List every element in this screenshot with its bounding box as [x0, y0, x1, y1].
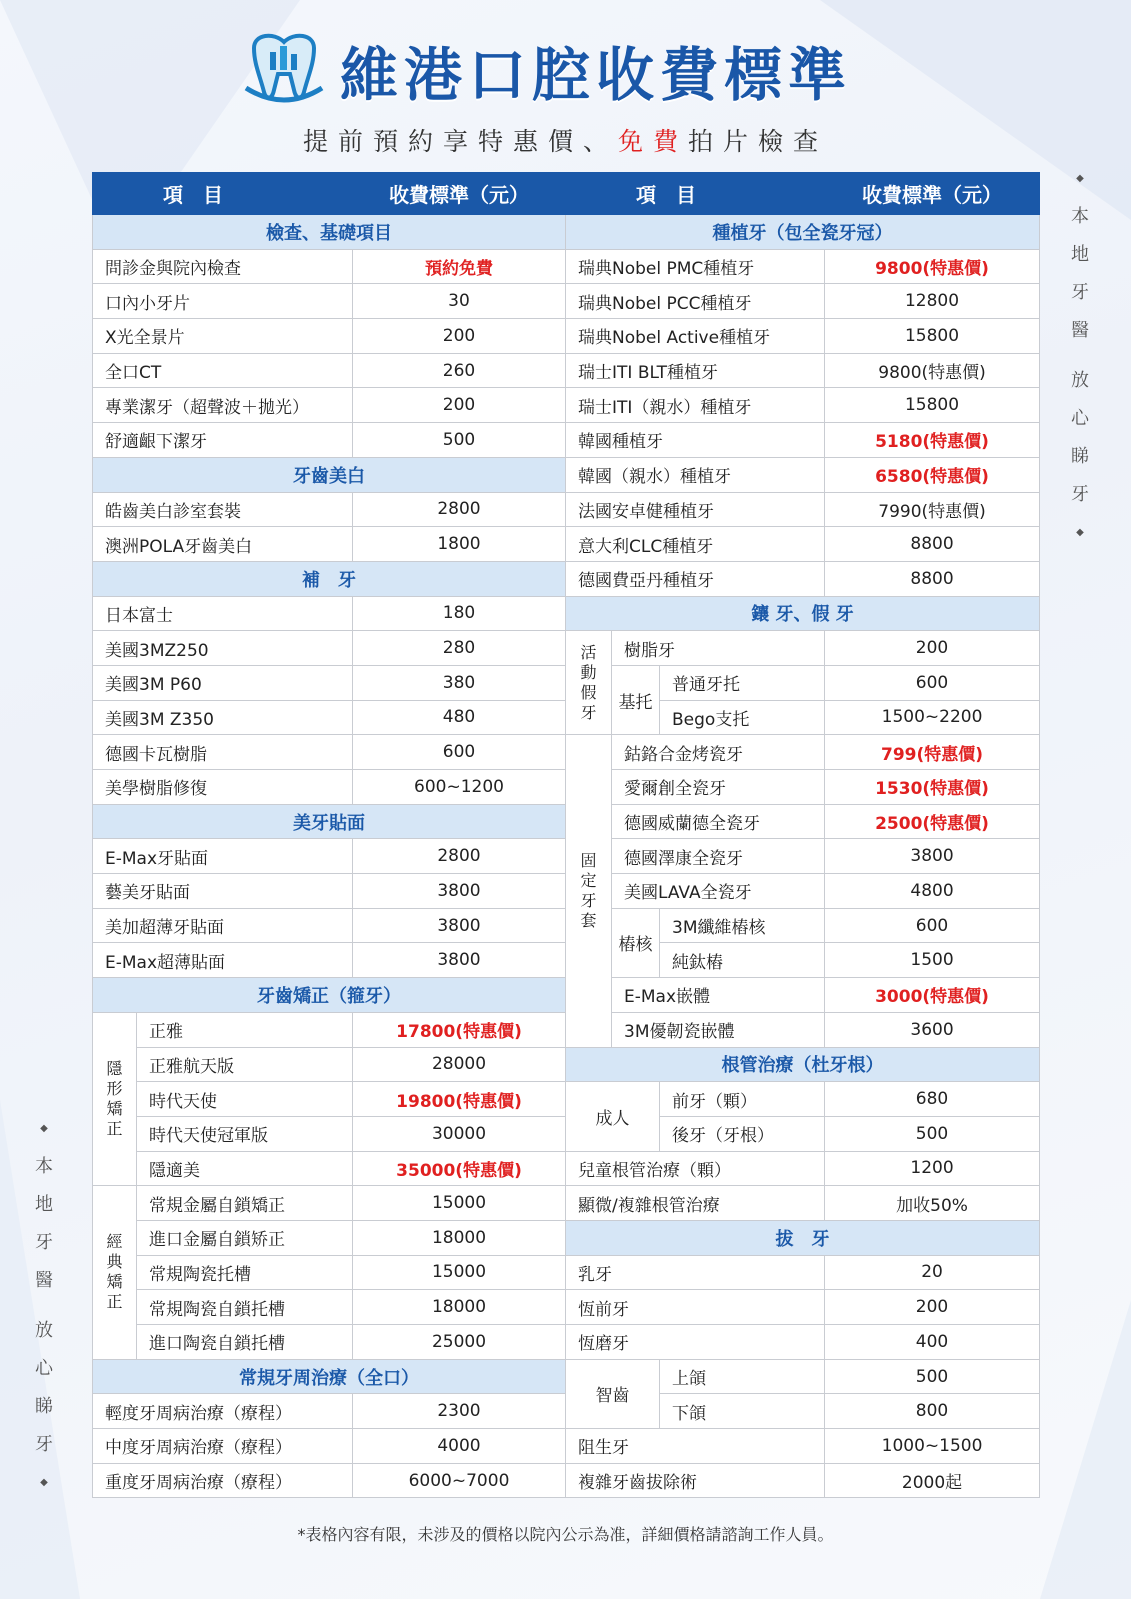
section-title: 常規牙周治療（全口）: [93, 1359, 566, 1394]
price-cell: 2300: [353, 1394, 566, 1429]
table-row: [566, 319, 1040, 354]
price-cell: 15000: [353, 1186, 566, 1221]
price-cell: 200: [353, 319, 566, 354]
table-row: [93, 596, 566, 631]
price-cell: 18000: [353, 1290, 566, 1325]
item-cell: 口內小牙片: [93, 284, 353, 319]
table-row: [566, 353, 1040, 388]
item-cell: 德國費亞丹種植牙: [566, 561, 825, 596]
table-row: [93, 700, 566, 735]
table-row: [93, 874, 566, 909]
table-row: [93, 284, 566, 319]
item-cell: 恆磨牙: [566, 1325, 825, 1360]
price-cell: 6580(特惠價): [825, 457, 1040, 492]
table-row: [566, 1429, 1040, 1464]
table-row: [93, 1255, 566, 1290]
page-title: 維港口腔收費標準: [340, 41, 853, 109]
table-row: [93, 1012, 566, 1047]
diamond-icon: ◆: [40, 1477, 48, 1488]
item-cell: E-Max超薄貼面: [93, 943, 353, 978]
item-cell: 樹脂牙: [612, 631, 825, 666]
subgroup-label: 智齒: [566, 1359, 660, 1428]
price-cell: 35000(特惠價): [353, 1151, 566, 1186]
item-cell: 美國3M P60: [93, 665, 353, 700]
price-cell: 200: [825, 1290, 1040, 1325]
subgroup-label: 樁核: [612, 908, 660, 977]
price-cell: 加收50%: [825, 1186, 1040, 1221]
item-cell: 常規金屬自鎖矯正: [137, 1186, 353, 1221]
section-title: 牙齒美白: [93, 457, 566, 492]
table-row: [93, 1220, 566, 1255]
price-cell: 1500: [825, 943, 1040, 978]
table-row: [566, 249, 1040, 284]
price-cell: 20: [825, 1255, 1040, 1290]
table-row: [566, 804, 1040, 839]
table-row: [566, 423, 1040, 458]
item-cell: 韓國種植牙: [566, 423, 825, 458]
section-title: 鑲 牙、假 牙: [566, 596, 1040, 631]
item-cell: 中度牙周病治療（療程）: [93, 1429, 353, 1464]
section-title: 牙齒矯正（箍牙）: [93, 978, 566, 1013]
item-cell: 澳洲POLA牙齒美白: [93, 527, 353, 562]
price-cell: 2500(特惠價): [825, 804, 1040, 839]
item-cell: 美學樹脂修復: [93, 770, 353, 805]
price-cell: 15000: [353, 1255, 566, 1290]
section-header: [566, 1220, 1040, 1255]
price-cell: 799(特惠價): [825, 735, 1040, 770]
item-cell: 瑞典Nobel Active種植牙: [566, 319, 825, 354]
table-row: [566, 492, 1040, 527]
item-cell: 鈷鉻合金烤瓷牙: [612, 735, 825, 770]
item-cell: 瑞典Nobel PCC種植牙: [566, 284, 825, 319]
price-cell: 600: [825, 665, 1040, 700]
section-title: 種植牙（包全瓷牙冠）: [566, 215, 1040, 250]
section-title: 檢查、基礎項目: [93, 215, 566, 250]
item-cell: 美國LAVA全瓷牙: [612, 874, 825, 909]
price-cell: 680: [825, 1082, 1040, 1117]
item-cell: 3M纖維樁核: [660, 908, 825, 943]
item-cell: E-Max牙貼面: [93, 839, 353, 874]
table-row: [566, 874, 1040, 909]
price-cell: 8800: [825, 527, 1040, 562]
footnote: *表格內容有限，未涉及的價格以院內公示為准，詳細價格請諮詢工作人員。: [297, 1525, 834, 1544]
item-cell: 日本富士: [93, 596, 353, 631]
side-line-2: 放 心 睇 牙: [35, 1320, 53, 1455]
price-cell: 6000~7000: [353, 1463, 566, 1498]
table-row: [566, 1151, 1040, 1186]
item-cell: 愛爾創全瓷牙: [612, 770, 825, 805]
price-cell: 280: [353, 631, 566, 666]
price-cell: 600~1200: [353, 770, 566, 805]
table-row: [566, 1255, 1040, 1290]
item-cell: 瑞士ITI（親水）種植牙: [566, 388, 825, 423]
table-row: [93, 1082, 566, 1117]
price-cell: 30: [353, 284, 566, 319]
item-cell: 德國威蘭德全瓷牙: [612, 804, 825, 839]
section-header: [93, 215, 566, 250]
item-cell: 皓齒美白診室套裝: [93, 492, 353, 527]
table-row: [566, 284, 1040, 319]
item-cell: 舒適齦下潔牙: [93, 423, 353, 458]
table-row: [93, 908, 566, 943]
item-cell: 普通牙托: [660, 665, 825, 700]
table-row: [93, 388, 566, 423]
table-row: [566, 631, 1040, 666]
item-cell: 兒童根管治療（顆）: [566, 1151, 825, 1186]
item-cell: 藝美牙貼面: [93, 874, 353, 909]
section-header: [566, 596, 1040, 631]
item-cell: 重度牙周病治療（療程）: [93, 1463, 353, 1498]
section-title: 補 牙: [93, 561, 566, 596]
price-cell: 4000: [353, 1429, 566, 1464]
price-cell: 480: [353, 700, 566, 735]
item-cell: 美加超薄牙貼面: [93, 908, 353, 943]
item-cell: 意大利CLC種植牙: [566, 527, 825, 562]
table-row: [93, 492, 566, 527]
item-cell: 全口CT: [93, 353, 353, 388]
header-item: 項 目: [93, 173, 353, 215]
section-header: [566, 1047, 1040, 1082]
table-row: [93, 770, 566, 805]
table-row: [93, 1151, 566, 1186]
subtitle-part-a: 提前預約享特惠價、: [302, 127, 618, 156]
table-row: [566, 1290, 1040, 1325]
item-cell: 複雜牙齒拔除術: [566, 1463, 825, 1498]
price-cell: 500: [353, 423, 566, 458]
group-label: 固 定 牙 套: [566, 735, 612, 1047]
table-row: [566, 665, 1040, 700]
price-cell: 1000~1500: [825, 1429, 1040, 1464]
price-cell: 1200: [825, 1151, 1040, 1186]
item-cell: 下頜: [660, 1394, 825, 1429]
table-row: [93, 631, 566, 666]
section-header: [566, 215, 1040, 250]
item-cell: 進口陶瓷自鎖托槽: [137, 1325, 353, 1360]
table-row: [93, 249, 566, 284]
price-cell: 1800: [353, 527, 566, 562]
price-cell: 28000: [353, 1047, 566, 1082]
price-cell: 30000: [353, 1116, 566, 1151]
side-line-2: 放 心 睇 牙: [1071, 370, 1089, 505]
group-label: 隱 形 矯 正: [93, 1012, 137, 1185]
price-cell: 800: [825, 1394, 1040, 1429]
item-cell: 上頜: [660, 1359, 825, 1394]
price-cell: 8800: [825, 561, 1040, 596]
table-row: [93, 735, 566, 770]
table-row: [566, 457, 1040, 492]
price-cell: 3800: [353, 943, 566, 978]
table-row: [566, 1082, 1040, 1117]
price-cell: 3600: [825, 1012, 1040, 1047]
item-cell: 美國3MZ250: [93, 631, 353, 666]
item-cell: 進口金屬自鎖矫正: [137, 1220, 353, 1255]
item-cell: Bego支托: [660, 700, 825, 735]
item-cell: 常規陶瓷托槽: [137, 1255, 353, 1290]
side-slogan-left: [32, 1110, 56, 1502]
item-cell: 問診金與院內檢查: [93, 249, 353, 284]
item-cell: 前牙（顆）: [660, 1082, 825, 1117]
section-title: 拔 牙: [566, 1220, 1040, 1255]
table-row: [93, 1290, 566, 1325]
section-title: 美牙貼面: [93, 804, 566, 839]
table-row: [566, 978, 1040, 1013]
table-row: [93, 1186, 566, 1221]
section-header: [93, 978, 566, 1013]
item-cell: 瑞士ITI BLT種植牙: [566, 353, 825, 388]
item-cell: 時代天使: [137, 1082, 353, 1117]
item-cell: 常規陶瓷自鎖托槽: [137, 1290, 353, 1325]
item-cell: 德國澤康全瓷牙: [612, 839, 825, 874]
diamond-icon: ◆: [40, 1123, 48, 1134]
item-cell: 法國安卓健種植牙: [566, 492, 825, 527]
side-slogan-right: [1068, 160, 1092, 552]
price-cell: 1500~2200: [825, 700, 1040, 735]
item-cell: 正雅: [137, 1012, 353, 1047]
table-row: [566, 770, 1040, 805]
price-cell: 2800: [353, 492, 566, 527]
table-row: [566, 1186, 1040, 1221]
price-cell: 600: [353, 735, 566, 770]
table-row: [93, 319, 566, 354]
header: [0, 0, 1131, 165]
table-row: [566, 1012, 1040, 1047]
price-cell: 15800: [825, 319, 1040, 354]
price-cell: 2800: [353, 839, 566, 874]
price-cell: 15800: [825, 388, 1040, 423]
price-cell: 3800: [353, 908, 566, 943]
table-row: [93, 1325, 566, 1360]
price-cell: 9800(特惠價): [825, 249, 1040, 284]
subtitle-free: 免費: [617, 127, 688, 156]
tooth-logo-icon: [240, 30, 328, 110]
section-header: [93, 561, 566, 596]
price-cell: 9800(特惠價): [825, 353, 1040, 388]
price-cell: 2000起: [825, 1463, 1040, 1498]
table-header: [93, 173, 566, 215]
side-line-1: 本 地 牙 醫: [1071, 206, 1089, 341]
item-cell: 專業潔牙（超聲波＋拋光）: [93, 388, 353, 423]
price-cell: 5180(特惠價): [825, 423, 1040, 458]
item-cell: E-Max嵌體: [612, 978, 825, 1013]
table-row: [93, 353, 566, 388]
section-header: [93, 804, 566, 839]
price-cell: 7990(特惠價): [825, 492, 1040, 527]
table-row: [566, 908, 1040, 943]
table-row: [93, 943, 566, 978]
price-cell: 200: [825, 631, 1040, 666]
table-row: [566, 561, 1040, 596]
item-cell: 乳牙: [566, 1255, 825, 1290]
diamond-icon: ◆: [1076, 173, 1084, 184]
header-price: 收費標準（元）: [825, 173, 1040, 215]
table-row: [566, 1463, 1040, 1498]
item-cell: 輕度牙周病治療（療程）: [93, 1394, 353, 1429]
price-cell: 500: [825, 1116, 1040, 1151]
item-cell: 阻生牙: [566, 1429, 825, 1464]
price-cell: 180: [353, 596, 566, 631]
table-row: [93, 1047, 566, 1082]
item-cell: 純鈦樁: [660, 943, 825, 978]
price-cell: 260: [353, 353, 566, 388]
item-cell: X光全景片: [93, 319, 353, 354]
item-cell: 隱適美: [137, 1151, 353, 1186]
price-cell: 500: [825, 1359, 1040, 1394]
price-cell: 600: [825, 908, 1040, 943]
item-cell: 瑞典Nobel PMC種植牙: [566, 249, 825, 284]
price-cell: 1530(特惠價): [825, 770, 1040, 805]
subtitle-part-b: 拍片檢查: [688, 127, 829, 156]
item-cell: 顯微/複雜根管治療: [566, 1186, 825, 1221]
table-row: [566, 839, 1040, 874]
item-cell: 後牙（牙根）: [660, 1116, 825, 1151]
section-header: [93, 457, 566, 492]
table-row: [566, 735, 1040, 770]
group-label: 活 動 假 牙: [566, 631, 612, 735]
price-cell: 17800(特惠價): [353, 1012, 566, 1047]
subgroup-label: 基托: [612, 665, 660, 734]
table-row: [93, 1394, 566, 1429]
price-cell: 380: [353, 665, 566, 700]
header-price: 收費標準（元）: [353, 173, 566, 215]
side-line-1: 本 地 牙 醫: [35, 1156, 53, 1291]
price-cell: 4800: [825, 874, 1040, 909]
section-title: 根管治療（杜牙根）: [566, 1047, 1040, 1082]
item-cell: 恆前牙: [566, 1290, 825, 1325]
price-cell: 12800: [825, 284, 1040, 319]
price-cell: 400: [825, 1325, 1040, 1360]
item-cell: 美國3M Z350: [93, 700, 353, 735]
subtitle: [0, 122, 1131, 158]
item-cell: 正雅航天版: [137, 1047, 353, 1082]
price-cell: 25000: [353, 1325, 566, 1360]
table-row: [93, 1116, 566, 1151]
table-row: [566, 1359, 1040, 1394]
title-block: [240, 28, 852, 112]
table-header: [566, 173, 1040, 215]
table-row: [93, 423, 566, 458]
table-row: [93, 1463, 566, 1498]
price-cell: 19800(特惠價): [353, 1082, 566, 1117]
table-row: [566, 388, 1040, 423]
table-row: [566, 1325, 1040, 1360]
header-item: 項 目: [566, 173, 825, 215]
item-cell: 德國卡瓦樹脂: [93, 735, 353, 770]
diamond-icon: ◆: [1076, 527, 1084, 538]
price-table-right: [565, 172, 1040, 1498]
table-row: [566, 527, 1040, 562]
price-cell: 200: [353, 388, 566, 423]
price-cell: 預約免費: [353, 249, 566, 284]
table-row: [93, 527, 566, 562]
subgroup-label: 成人: [566, 1082, 660, 1151]
table-row: [93, 665, 566, 700]
price-cell: 3000(特惠價): [825, 978, 1040, 1013]
price-cell: 18000: [353, 1220, 566, 1255]
item-cell: 時代天使冠軍版: [137, 1116, 353, 1151]
item-cell: 3M優韌瓷嵌體: [612, 1012, 825, 1047]
price-cell: 3800: [825, 839, 1040, 874]
item-cell: 韓國（親水）種植牙: [566, 457, 825, 492]
price-table-left: [92, 172, 566, 1498]
group-label: 經 典 矯 正: [93, 1186, 137, 1359]
table-row: [93, 839, 566, 874]
table-row: [93, 1429, 566, 1464]
section-header: [93, 1359, 566, 1394]
price-cell: 3800: [353, 874, 566, 909]
